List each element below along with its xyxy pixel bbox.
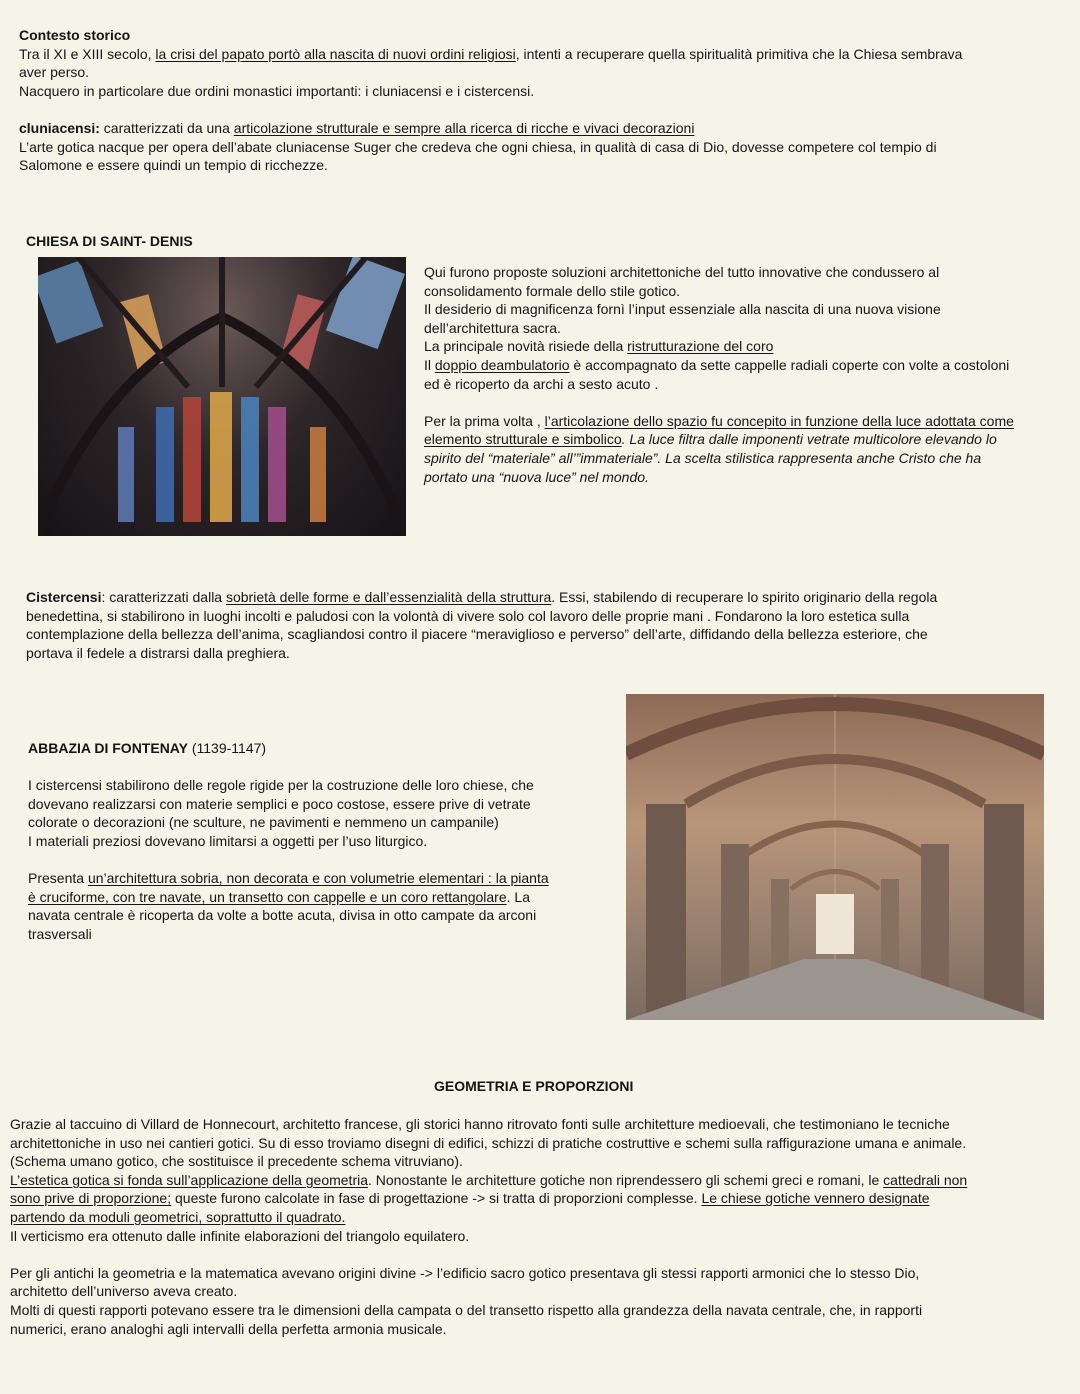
- text-line: [424, 337, 1014, 356]
- text-line: [26, 625, 937, 644]
- text-segment: cluniacensi:: [19, 119, 100, 136]
- text-segment: architetto dell’universo aveva creato.: [10, 1283, 238, 1300]
- text-line: [28, 869, 549, 888]
- text-line: [424, 449, 1014, 468]
- text-segment: portava il fedele a distrarsi dalla preghiera.: [26, 644, 290, 661]
- text-segment: Molti di questi rapporti potevano essere tra le dimensioni della campata o del transetto rispetto alla grandezza della navata centrale, che, in rapporti: [10, 1301, 923, 1318]
- text-line: [10, 1189, 967, 1208]
- intro-section: [19, 26, 962, 175]
- text-segment: Qui furono proposte soluzioni architettoniche del tutto innovative che condussero al: [424, 264, 940, 280]
- underlined-text: è cruciforme, con tre navate, un transetto con cappelle e un coro rettangolare: [28, 888, 507, 905]
- text-segment: numerici, erano analoghi agli intervalli della perfetta armonia musicale.: [10, 1320, 447, 1337]
- text-segment: Nacquero in particolare due ordini monastici importanti: i cluniacensi e i cistercensi.: [19, 82, 535, 99]
- text-segment: portato una “nuova luce” nel mondo.: [424, 468, 649, 485]
- underlined-text: ristrutturazione del coro: [627, 338, 774, 355]
- text-segment: Il desiderio di magnificenza fornì l’input essenziale alla nascita di una nuova visione: [424, 301, 941, 318]
- text-segment: queste furono calcolate in fase di progettazione -> si tratta di proporzioni complesse.: [171, 1190, 702, 1207]
- text-line: [10, 1152, 967, 1171]
- text-segment: : caratterizzati dalla: [101, 589, 226, 605]
- saint-denis-choir-photo: [38, 257, 406, 536]
- text-line: [19, 100, 962, 119]
- text-segment: . La luce filtra dalle imponenti vetrate multicolore elevando lo: [621, 431, 997, 448]
- text-line: [28, 888, 549, 907]
- text-segment: benedettina, si stabilirono in luoghi incolti e paludosi con la volontà di vivere solo col lavoro delle proprie mani . Fondarono la loro estetica sulla: [26, 607, 910, 624]
- text-line: [424, 356, 1014, 375]
- text-segment: Per gli antichi la geometria e la matematica avevano origini divine -> l’edificio sacro gotico presentava gli stessi rapporti armonici che lo stesso Dio,: [10, 1264, 920, 1281]
- text-segment: aver perso.: [19, 64, 90, 81]
- text-segment: architettoniche in uso nei cantieri gotici. Su di esso troviamo disegni di edifici, schizzi di pratiche costruttive e schemi sulla raffigurazione umana e animale.: [10, 1134, 967, 1151]
- text-line: [28, 795, 549, 814]
- text-segment: (Schema umano gotico, che sostituisce il precedente schema vitruviano).: [10, 1153, 463, 1170]
- geometria-heading: GEOMETRIA E PROPORZIONI: [434, 1078, 634, 1094]
- text-line: [424, 375, 1014, 394]
- text-line: [424, 412, 1014, 431]
- text-line: [28, 851, 549, 870]
- underlined-text: sono prive di proporzione;: [10, 1190, 172, 1207]
- fontenay-text: [28, 739, 549, 944]
- text-line: [28, 739, 549, 758]
- text-line: [28, 776, 549, 795]
- text-line: [19, 119, 962, 138]
- text-segment: spirito del “materiale” all’”immateriale”. La scelta stilistica rappresenta anche Cristo che ha: [424, 449, 982, 466]
- text-line: [19, 26, 962, 45]
- text-line: [19, 63, 962, 82]
- underlined-text: la crisi del papato portò alla nascita di nuovi ordini religiosi: [155, 45, 516, 62]
- text-line: [424, 319, 1014, 338]
- text-segment: trasversali: [28, 925, 92, 942]
- text-segment: contemplazione della bellezza dell’anima, scagliandosi contro il piacere “meraviglioso e perverso” dell’arte, diffidando della bellezza esteriore, che: [26, 626, 928, 643]
- text-segment: è accompagnato da sette cappelle radiali coperte con volte a costoloni: [569, 356, 1010, 373]
- text-line: [26, 588, 937, 607]
- underlined-text: un’architettura sobria, non decorata e con volumetrie elementari : la pianta: [87, 870, 549, 887]
- text-segment: Il verticismo era ottenuto dalle infinite elaborazioni del triangolo equilatero.: [10, 1227, 470, 1244]
- text-line: [10, 1320, 967, 1339]
- text-line: [424, 468, 1014, 487]
- text-line: [10, 1134, 967, 1153]
- geometria-text: [10, 1115, 967, 1338]
- text-segment: dell’architettura sacra.: [424, 319, 561, 336]
- text-line: [28, 758, 549, 777]
- text-segment: dovevano realizzarsi con materie semplici e poco costose, essere prive di vetrate: [28, 795, 531, 812]
- text-segment: . Nonostante le architetture gotiche non riprendessero gli schemi greci e romani, le: [368, 1171, 884, 1188]
- text-line: [10, 1208, 967, 1227]
- text-line: [28, 832, 549, 851]
- text-line: [28, 925, 549, 944]
- text-segment: Cistercensi: [26, 589, 102, 605]
- text-segment: Salomone e essere quindi un tempio di ricchezze.: [19, 157, 328, 174]
- text-segment: Tra il XI e XIII secolo,: [19, 45, 156, 62]
- cistercensi-section: [26, 588, 937, 662]
- underlined-text: articolazione strutturale e sempre alla ricerca di ricche e vivaci decorazioni: [233, 119, 695, 136]
- underlined-text: sobrietà delle forme e dall’essenzialità della struttura: [225, 589, 552, 605]
- underlined-text: l’articolazione dello spazio fu concepito in funzione della luce adottata come: [544, 412, 1014, 429]
- underlined-text: doppio deambulatorio: [434, 356, 570, 373]
- text-segment: La principale novità risiede della: [424, 338, 628, 355]
- text-line: [19, 45, 962, 64]
- text-line: [10, 1115, 967, 1134]
- text-segment: consolidamento formale dello stile gotico.: [424, 282, 681, 299]
- text-line: [19, 138, 962, 157]
- text-segment: Contesto storico: [19, 27, 131, 43]
- text-line: [424, 282, 1014, 301]
- text-segment: , intenti a recuperare quella spiritualità primitiva che la Chiesa sembrava: [515, 45, 963, 62]
- text-segment: L’arte gotica nacque per opera dell’abate cluniacense Suger che credeva che ogni chiesa, in qualità di casa di Dio, dovesse competere col tempio di: [19, 138, 937, 155]
- text-segment: (1139-1147): [187, 740, 267, 756]
- text-line: [10, 1282, 967, 1301]
- text-line: [28, 906, 549, 925]
- text-segment: Per la prima volta ,: [424, 412, 545, 429]
- text-line: [10, 1245, 967, 1264]
- text-line: [424, 300, 1014, 319]
- fontenay-nave-photo: [626, 694, 1044, 1020]
- text-segment: Grazie al taccuino di Villard de Honnecourt, architetto francese, gli storici hanno ritrovato fonti sulle architetture medioevali, che testimoniano le tecniche: [10, 1116, 950, 1132]
- underlined-text: cattedrali non: [883, 1171, 968, 1188]
- text-segment: Presenta: [28, 870, 88, 887]
- underlined-text: partendo da moduli geometrici, soprattutto il quadrato.: [10, 1208, 346, 1225]
- underlined-text: L’estetica gotica si fonda sull’applicazione della geometria: [10, 1171, 368, 1188]
- text-line: [10, 1171, 967, 1190]
- text-line: [28, 813, 549, 832]
- saint-denis-text: [424, 263, 1014, 486]
- text-segment: navata centrale è ricoperta da volte a botte acuta, divisa in otto campate da arconi: [28, 907, 537, 924]
- text-line: [424, 430, 1014, 449]
- text-segment: Il: [424, 356, 435, 373]
- text-segment: ed è ricoperto da archi a sesto acuto .: [424, 375, 659, 392]
- saint-denis-heading: CHIESA DI SAINT- DENIS: [26, 233, 193, 249]
- text-line: [26, 607, 937, 626]
- text-line: [424, 393, 1014, 412]
- text-line: [19, 82, 962, 101]
- text-line: [10, 1301, 967, 1320]
- text-segment: I cistercensi stabilirono delle regole rigide per la costruzione delle loro chiese, che: [28, 777, 534, 794]
- text-segment: caratterizzati da una: [99, 119, 234, 136]
- text-segment: ABBAZIA DI FONTENAY: [28, 740, 188, 756]
- text-line: [10, 1264, 967, 1283]
- text-line: [424, 263, 1014, 282]
- text-segment: I materiali preziosi dovevano limitarsi a oggetti per l’uso liturgico.: [28, 832, 428, 849]
- text-line: [26, 644, 937, 663]
- text-segment: . Essi, stabilendo di recuperare lo spirito originario della regola: [551, 589, 938, 605]
- text-segment: colorate o decorazioni (ne sculture, ne pavimenti e nemmeno un campanile): [28, 814, 499, 831]
- underlined-text: elemento strutturale e simbolico: [424, 431, 622, 448]
- underlined-text: Le chiese gotiche vennero designate: [701, 1190, 930, 1207]
- text-line: [10, 1227, 967, 1246]
- text-line: [19, 156, 962, 175]
- text-segment: . La: [506, 888, 530, 905]
